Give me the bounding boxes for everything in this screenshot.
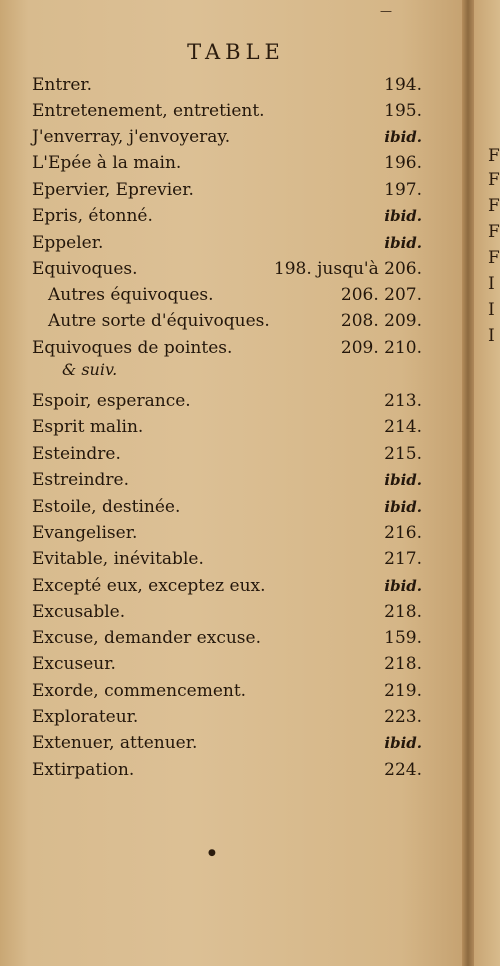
index-entry bbox=[0, 335, 472, 361]
entry-page-ref: ibid. bbox=[384, 207, 422, 225]
next-page-letter: I bbox=[488, 326, 495, 346]
next-page-letter: F bbox=[488, 170, 500, 190]
next-page-edge bbox=[474, 0, 500, 966]
index-entry bbox=[0, 98, 472, 124]
page-title: TABLE bbox=[187, 40, 285, 64]
entry-term: Excepté eux, exceptez eux. bbox=[32, 576, 266, 596]
entry-term: Equivoques. bbox=[32, 259, 138, 279]
entry-page-ref: 216. bbox=[384, 523, 422, 543]
entry-page-ref: 213. bbox=[384, 391, 422, 411]
entry-page-ref: 214. bbox=[384, 417, 422, 437]
entry-term: Esprit malin. bbox=[32, 417, 144, 437]
entry-term: Evangeliser. bbox=[32, 523, 138, 543]
entry-term: Entretenement, entretient. bbox=[32, 101, 265, 121]
index-entry bbox=[0, 599, 472, 625]
entry-term: Epervier, Eprevier. bbox=[32, 180, 194, 200]
entry-page-ref: 195. bbox=[384, 101, 422, 121]
entry-page-ref: ibid. bbox=[384, 577, 422, 595]
entry-term: L'Epée à la main. bbox=[32, 153, 182, 173]
index-entry bbox=[0, 124, 472, 150]
continuation-note: & suiv. bbox=[62, 360, 118, 379]
index-entry bbox=[0, 441, 472, 467]
index-entry bbox=[0, 573, 472, 599]
entry-page-ref: 194. bbox=[384, 75, 422, 95]
entry-page-ref: ibid. bbox=[384, 734, 422, 752]
entry-page-ref: ibid. bbox=[384, 498, 422, 516]
entry-term: Eppeler. bbox=[32, 233, 104, 253]
next-page-letter: I bbox=[488, 300, 495, 320]
index-entry bbox=[0, 625, 472, 651]
entry-term: Autre sorte d'équivoques. bbox=[48, 311, 270, 331]
entry-term: Extirpation. bbox=[32, 760, 135, 780]
entry-page-ref: 218. bbox=[384, 602, 422, 622]
entry-term: Explorateur. bbox=[32, 707, 139, 727]
entry-term: Epris, étonné. bbox=[32, 206, 153, 226]
index-entry bbox=[0, 230, 472, 256]
entry-page-ref: 196. bbox=[384, 153, 422, 173]
entry-page-ref: 215. bbox=[384, 444, 422, 464]
entry-term: Excuseur. bbox=[32, 654, 116, 674]
entry-page-ref: 209. 210. bbox=[340, 338, 422, 358]
index-entry bbox=[0, 678, 472, 704]
entry-term: Espoir, esperance. bbox=[32, 391, 191, 411]
index-entry bbox=[0, 203, 472, 229]
index-entry bbox=[0, 704, 472, 730]
index-entry bbox=[0, 282, 472, 308]
entry-page-ref: 224. bbox=[384, 760, 422, 780]
entry-page-ref: 218. bbox=[384, 654, 422, 674]
entry-page-ref: 208. 209. bbox=[340, 311, 422, 331]
next-page-letter: I bbox=[488, 274, 495, 294]
entry-term: J'enverray, j'envoyeray. bbox=[32, 127, 231, 147]
entry-page-ref: 206. 207. bbox=[340, 285, 422, 305]
entry-page-ref: ibid. bbox=[384, 471, 422, 489]
entry-term: Extenuer, attenuer. bbox=[32, 733, 198, 753]
index-entry bbox=[0, 494, 472, 520]
entry-page-ref: 217. bbox=[384, 549, 422, 569]
index-entry bbox=[0, 414, 472, 440]
index-entry bbox=[0, 388, 472, 414]
entry-term: Evitable, inévitable. bbox=[32, 549, 204, 569]
index-entry bbox=[0, 757, 472, 783]
next-page-letter: F bbox=[488, 222, 500, 242]
index-entry bbox=[0, 467, 472, 493]
next-page-letter: F bbox=[488, 248, 500, 268]
entry-page-ref: ibid. bbox=[384, 128, 422, 146]
index-entry bbox=[0, 177, 472, 203]
entry-term: Exorde, commencement. bbox=[32, 681, 247, 701]
entry-page-ref: ibid. bbox=[384, 234, 422, 252]
entry-term: Excusable. bbox=[32, 602, 126, 622]
entry-page-ref: 197. bbox=[384, 180, 422, 200]
index-entry bbox=[0, 308, 472, 334]
entry-term: Autres équivoques. bbox=[48, 285, 214, 305]
index-entry bbox=[0, 72, 472, 98]
page-speck: ● bbox=[208, 848, 216, 858]
entry-term: Excuse, demander excuse. bbox=[32, 628, 261, 648]
entry-term: Equivoques de pointes. bbox=[32, 338, 233, 358]
next-page-letter: F bbox=[488, 196, 500, 216]
entry-page-ref: 198. jusqu'à 206. bbox=[273, 259, 422, 279]
index-entry bbox=[0, 520, 472, 546]
entry-term: Estoile, destinée. bbox=[32, 497, 181, 517]
index-entry bbox=[0, 546, 472, 572]
page-mark: — bbox=[380, 4, 392, 18]
entry-page-ref: 219. bbox=[384, 681, 422, 701]
index-entry bbox=[0, 150, 472, 176]
next-page-letter: F bbox=[488, 146, 500, 166]
index-entry bbox=[0, 651, 472, 677]
entry-term: Entrer. bbox=[32, 75, 93, 95]
entry-term: Estreindre. bbox=[32, 470, 130, 490]
index-entry bbox=[0, 256, 472, 282]
index-entry bbox=[0, 730, 472, 756]
entry-term: Esteindre. bbox=[32, 444, 121, 464]
entry-page-ref: 159. bbox=[384, 628, 422, 648]
entry-page-ref: 223. bbox=[384, 707, 422, 727]
